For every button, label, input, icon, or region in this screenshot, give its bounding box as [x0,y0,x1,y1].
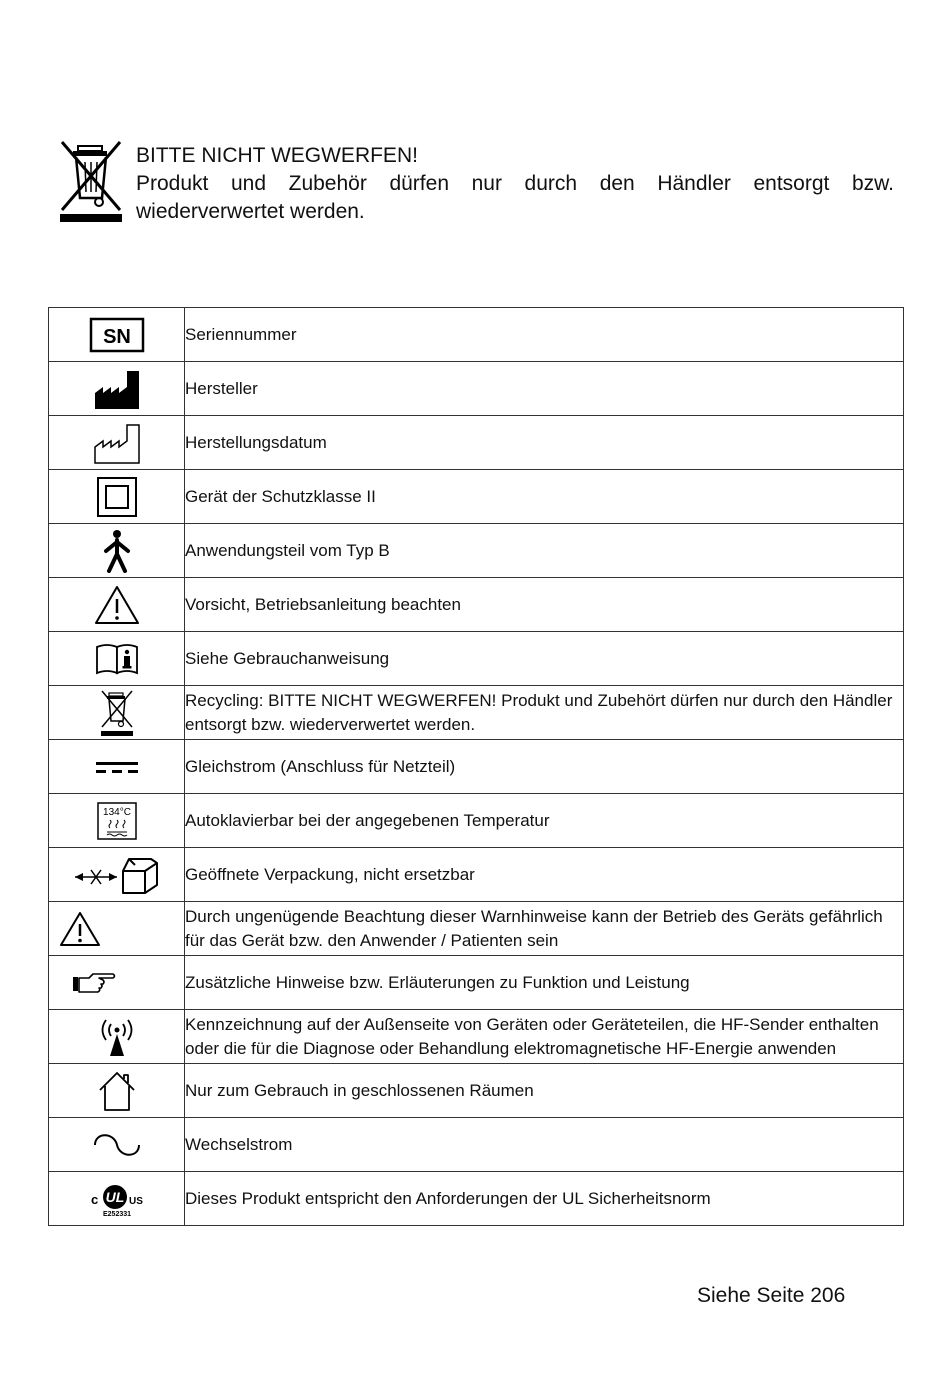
table-row [49,1010,904,1064]
table-row [49,1172,904,1226]
symbol-label: Recycling: BITTE NICHT WEGWERFEN! Produkt und Zubehört dürfen nur durch den Händler entsorgt bzw. wiederverwertet werden. [185,686,904,740]
symbol-label: Zusätzliche Hinweise bzw. Erläuterungen zu Funktion und Leistung [185,956,904,1010]
serial-number-icon [89,317,145,353]
table-row [49,1064,904,1118]
table-row [49,848,904,902]
protection-class-ii-icon [96,476,138,518]
table-row [49,632,904,686]
caution-triangle-icon [94,585,140,625]
crossed-out-wheelie-bin-icon [58,140,124,226]
notice-body: Produkt und Zubehör dürfen nur durch den Händler entsorgt bzw. wiederverwertet werden. [136,172,894,223]
manufacture-date-icon [93,421,141,465]
svg-text:UL: UL [105,1188,124,1205]
symbol-label: Seriennummer [185,308,904,362]
table-row [49,1118,904,1172]
manufacturer-icon [93,367,141,411]
table-row [49,470,904,524]
notice-title: BITTE NICHT WEGWERFEN! [136,144,418,167]
table-row [49,362,904,416]
ul-file-number: E252331 [102,1210,131,1218]
table-row [49,740,904,794]
serial-number-text: SN [102,325,131,348]
symbol-label: Gerät der Schutzklasse II [185,470,904,524]
opened-package-icon [73,855,161,895]
table-row [49,794,904,848]
symbol-label: Autoklavierbar bei der angegebenen Temperatur [185,794,904,848]
symbol-label: Durch ungenügende Beachtung dieser Warnhinweise kann der Betrieb des Geräts gefährlich für das Gerät bzw. den Anwender / Patienten sein [185,902,904,956]
weee-bin-icon [99,689,135,737]
pointing-hand-icon [71,971,117,995]
table-row [49,578,904,632]
warning-triangle-icon [59,911,101,947]
page-reference: Siehe Seite 206 [697,1284,846,1307]
svg-text:c: c [90,1191,98,1207]
symbol-label: Nur zum Gebrauch in geschlossenen Räumen [185,1064,904,1118]
rf-transmitter-icon [95,1016,139,1058]
symbol-label: Geöffnete Verpackung, nicht ersetzbar [185,848,904,902]
svg-text:US: US [128,1195,143,1207]
symbol-label: Gleichstrom (Anschluss für Netzteil) [185,740,904,794]
autoclavable-icon [96,801,138,841]
symbol-legend-table [48,307,904,1226]
symbol-label: Hersteller [185,362,904,416]
table-row [49,956,904,1010]
indoor-use-icon [96,1070,138,1112]
direct-current-icon [94,759,140,775]
symbol-label: Wechselstrom [185,1118,904,1172]
symbol-label: Herstellungsdatum [185,416,904,470]
table-row [49,902,904,956]
table-row [49,416,904,470]
autoclave-temperature-text: 134°C [102,806,131,818]
alternating-current-icon [92,1130,142,1160]
table-row [49,686,904,740]
table-row [49,524,904,578]
ul-mark-icon [87,1180,147,1218]
symbol-label: Vorsicht, Betriebsanleitung beachten [185,578,904,632]
symbol-label: Kennzeichnung auf der Außenseite von Geräten oder Geräteteilen, die HF-Sender enthalten oder die für die Diagnose oder Behandlung elektromagnetische HF-Energie anwenden [185,1010,904,1064]
instructions-book-icon [95,643,139,675]
symbol-label: Siehe Gebrauchanweisung [185,632,904,686]
type-b-applied-part-icon [102,529,132,573]
symbol-label: Anwendungsteil vom Typ B [185,524,904,578]
symbol-label: Dieses Produkt entspricht den Anforderungen der UL Sicherheitsnorm [185,1172,904,1226]
table-row [49,308,904,362]
